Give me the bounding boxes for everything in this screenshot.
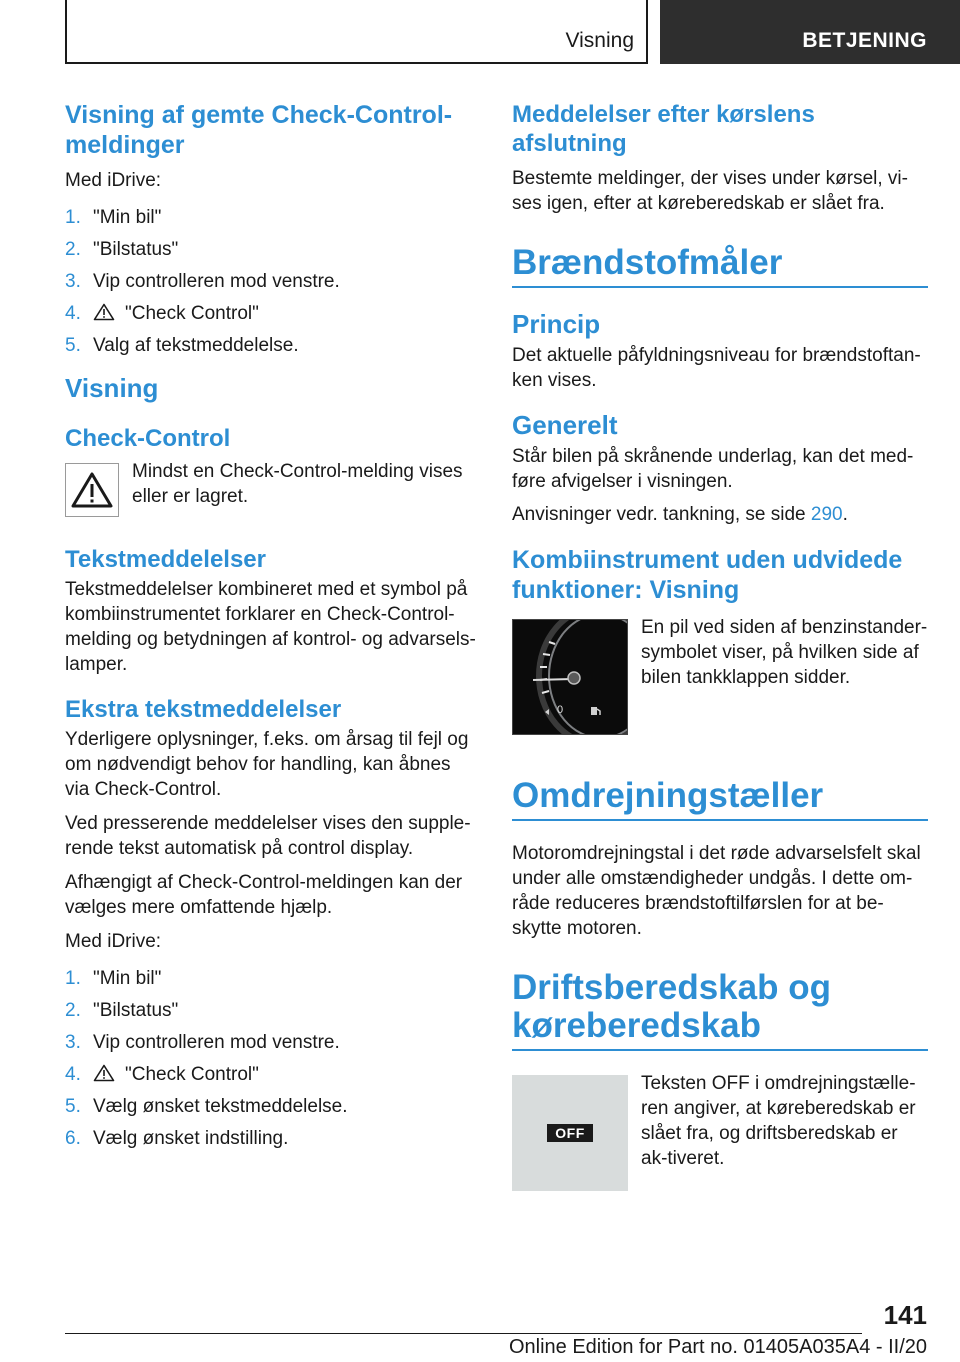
page-link-290[interactable]: 290 xyxy=(810,504,843,525)
off-display-image xyxy=(512,1075,628,1191)
heading-ekstra: Ekstra tekstmeddelelser xyxy=(65,696,342,723)
list-item xyxy=(65,998,480,1023)
step-number: 5. xyxy=(65,335,81,356)
step-text: "Check Control" xyxy=(125,1064,259,1085)
heading-generelt: Generelt xyxy=(512,410,618,440)
list-item xyxy=(65,301,480,326)
anvisninger-paragraph xyxy=(512,502,928,527)
warning-icon xyxy=(93,1064,115,1082)
step-number: 6. xyxy=(65,1128,81,1149)
footer-divider xyxy=(65,1333,862,1334)
step-text: "Bilstatus" xyxy=(93,1000,179,1021)
anvisninger-period: . xyxy=(842,504,848,525)
step-text: Vip controlleren mod venstre. xyxy=(93,1032,340,1053)
warning-triangle-icon xyxy=(65,463,119,517)
generelt-paragraph: Står bilen på skrånende underlag, kan det med-føre afvigelser i visningen. xyxy=(512,446,914,492)
kombi-text: En pil ved siden af benzinstander-symbolet viser, på hvilken side af bilen tankklappen sidder. xyxy=(641,617,928,688)
heading-saved-check-control: Visning af gemte Check-Control-meldinger xyxy=(65,101,453,159)
step-number: 4. xyxy=(65,303,81,324)
heading-omdrejningstaeller: Omdrejningstæller xyxy=(512,777,928,821)
heading-meddelelser: Meddelelser efter kørslens afslutning xyxy=(512,101,815,157)
ekstra-paragraph-3: Afhængigt af Check-Control-meldingen kan der vælges mere omfattende hjælp. xyxy=(65,872,463,918)
meddelelser-paragraph: Bestemte meldinger, der vises under kørsel, vi-ses igen, efter at køreberedskab er slået fra. xyxy=(512,168,908,214)
step-text: Valg af tekstmeddelelse. xyxy=(93,335,299,356)
steps-list-2 xyxy=(65,966,480,1151)
list-item xyxy=(65,966,480,991)
fuel-gauge-image xyxy=(512,619,628,735)
list-item xyxy=(65,1094,480,1119)
omdrejning-paragraph: Motoromdrejningstal i det røde advarselsfelt skal under alle omstændigheder undgås. I dette om-råde reduceres brændstoftilførslen for at be-skytte motoren. xyxy=(512,843,921,939)
list-item xyxy=(65,333,480,358)
list-item xyxy=(65,1126,480,1151)
heading-kombiinstrument: Kombiinstrument uden udvidede funktioner: Visning xyxy=(512,546,903,604)
tekst-paragraph: Tekstmeddelelser kombineret med et symbol på kombiinstrumentet forklarer en Check-Control-melding og betydningen af kontrol- og advarsels-lamper. xyxy=(65,579,476,675)
step-text: "Bilstatus" xyxy=(93,239,179,260)
footer-edition: Online Edition for Part no. 01405A035A4 - II/20 xyxy=(508,1336,927,1358)
check-control-block xyxy=(65,463,480,517)
step-text: Vælg ønsket tekstmeddelelse. xyxy=(93,1096,348,1117)
header-section-title: Visning xyxy=(565,29,634,52)
step-number: 1. xyxy=(65,968,81,989)
left-column xyxy=(65,100,480,1158)
step-number: 2. xyxy=(65,1000,81,1021)
step-number: 3. xyxy=(65,1032,81,1053)
warning-icon xyxy=(93,303,115,321)
list-item xyxy=(65,269,480,294)
ekstra-paragraph-1: Yderligere oplysninger, f.eks. om årsag til fejl og om nødvendigt behov for handling, kan åbnes via Check-Control. xyxy=(65,729,469,800)
heading-driftsberedskab: Driftsberedskab og køreberedskab xyxy=(512,969,928,1051)
heading-check-control: Check-Control xyxy=(65,425,231,452)
anvisninger-text: Anvisninger vedr. tankning, se side xyxy=(512,504,811,525)
step-text: "Min bil" xyxy=(93,207,162,228)
list-item xyxy=(65,205,480,230)
step-text: "Check Control" xyxy=(125,303,259,324)
steps-list-1 xyxy=(65,205,480,358)
step-number: 5. xyxy=(65,1096,81,1117)
heading-princip: Princip xyxy=(512,309,601,339)
list-item xyxy=(65,237,480,262)
step-number: 1. xyxy=(65,207,81,228)
off-badge: OFF xyxy=(547,1124,593,1142)
ekstra-paragraph-2: Ved presserende meddelelser vises den supple-rende tekst automatisk på control display. xyxy=(65,813,471,859)
kombi-block xyxy=(512,619,928,735)
page-number: 141 xyxy=(883,1300,927,1330)
list-item xyxy=(65,1030,480,1055)
heading-braendstofmaaler: Brændstofmåler xyxy=(512,244,928,288)
step-text: "Min bil" xyxy=(93,968,162,989)
intro-idrive: Med iDrive: xyxy=(65,170,162,191)
list-item xyxy=(65,1062,480,1087)
right-column xyxy=(512,100,928,1191)
heading-tekstmeddelelser: Tekstmeddelelser xyxy=(65,546,266,573)
drift-block xyxy=(512,1075,928,1191)
step-text: Vip controlleren mod venstre. xyxy=(93,271,340,292)
header-chapter-title: BETJENING xyxy=(660,0,960,64)
intro-idrive-2: Med iDrive: xyxy=(65,931,162,952)
princip-paragraph: Det aktuelle påfyldningsniveau for brændstoftan-ken vises. xyxy=(512,345,921,391)
heading-visning: Visning xyxy=(65,373,159,403)
step-number: 2. xyxy=(65,239,81,260)
step-number: 3. xyxy=(65,271,81,292)
step-text: Vælg ønsket indstilling. xyxy=(93,1128,289,1149)
gauge-zero-label: 0 xyxy=(557,704,564,716)
drift-text: Teksten OFF i omdrejningstælle-ren angiver, at køreberedskab er slået fra, og driftsberedskab er ak-tiveret. xyxy=(641,1073,916,1169)
check-control-text: Mindst en Check-Control-melding vises eller er lagret. xyxy=(132,461,463,507)
step-number: 4. xyxy=(65,1064,81,1085)
